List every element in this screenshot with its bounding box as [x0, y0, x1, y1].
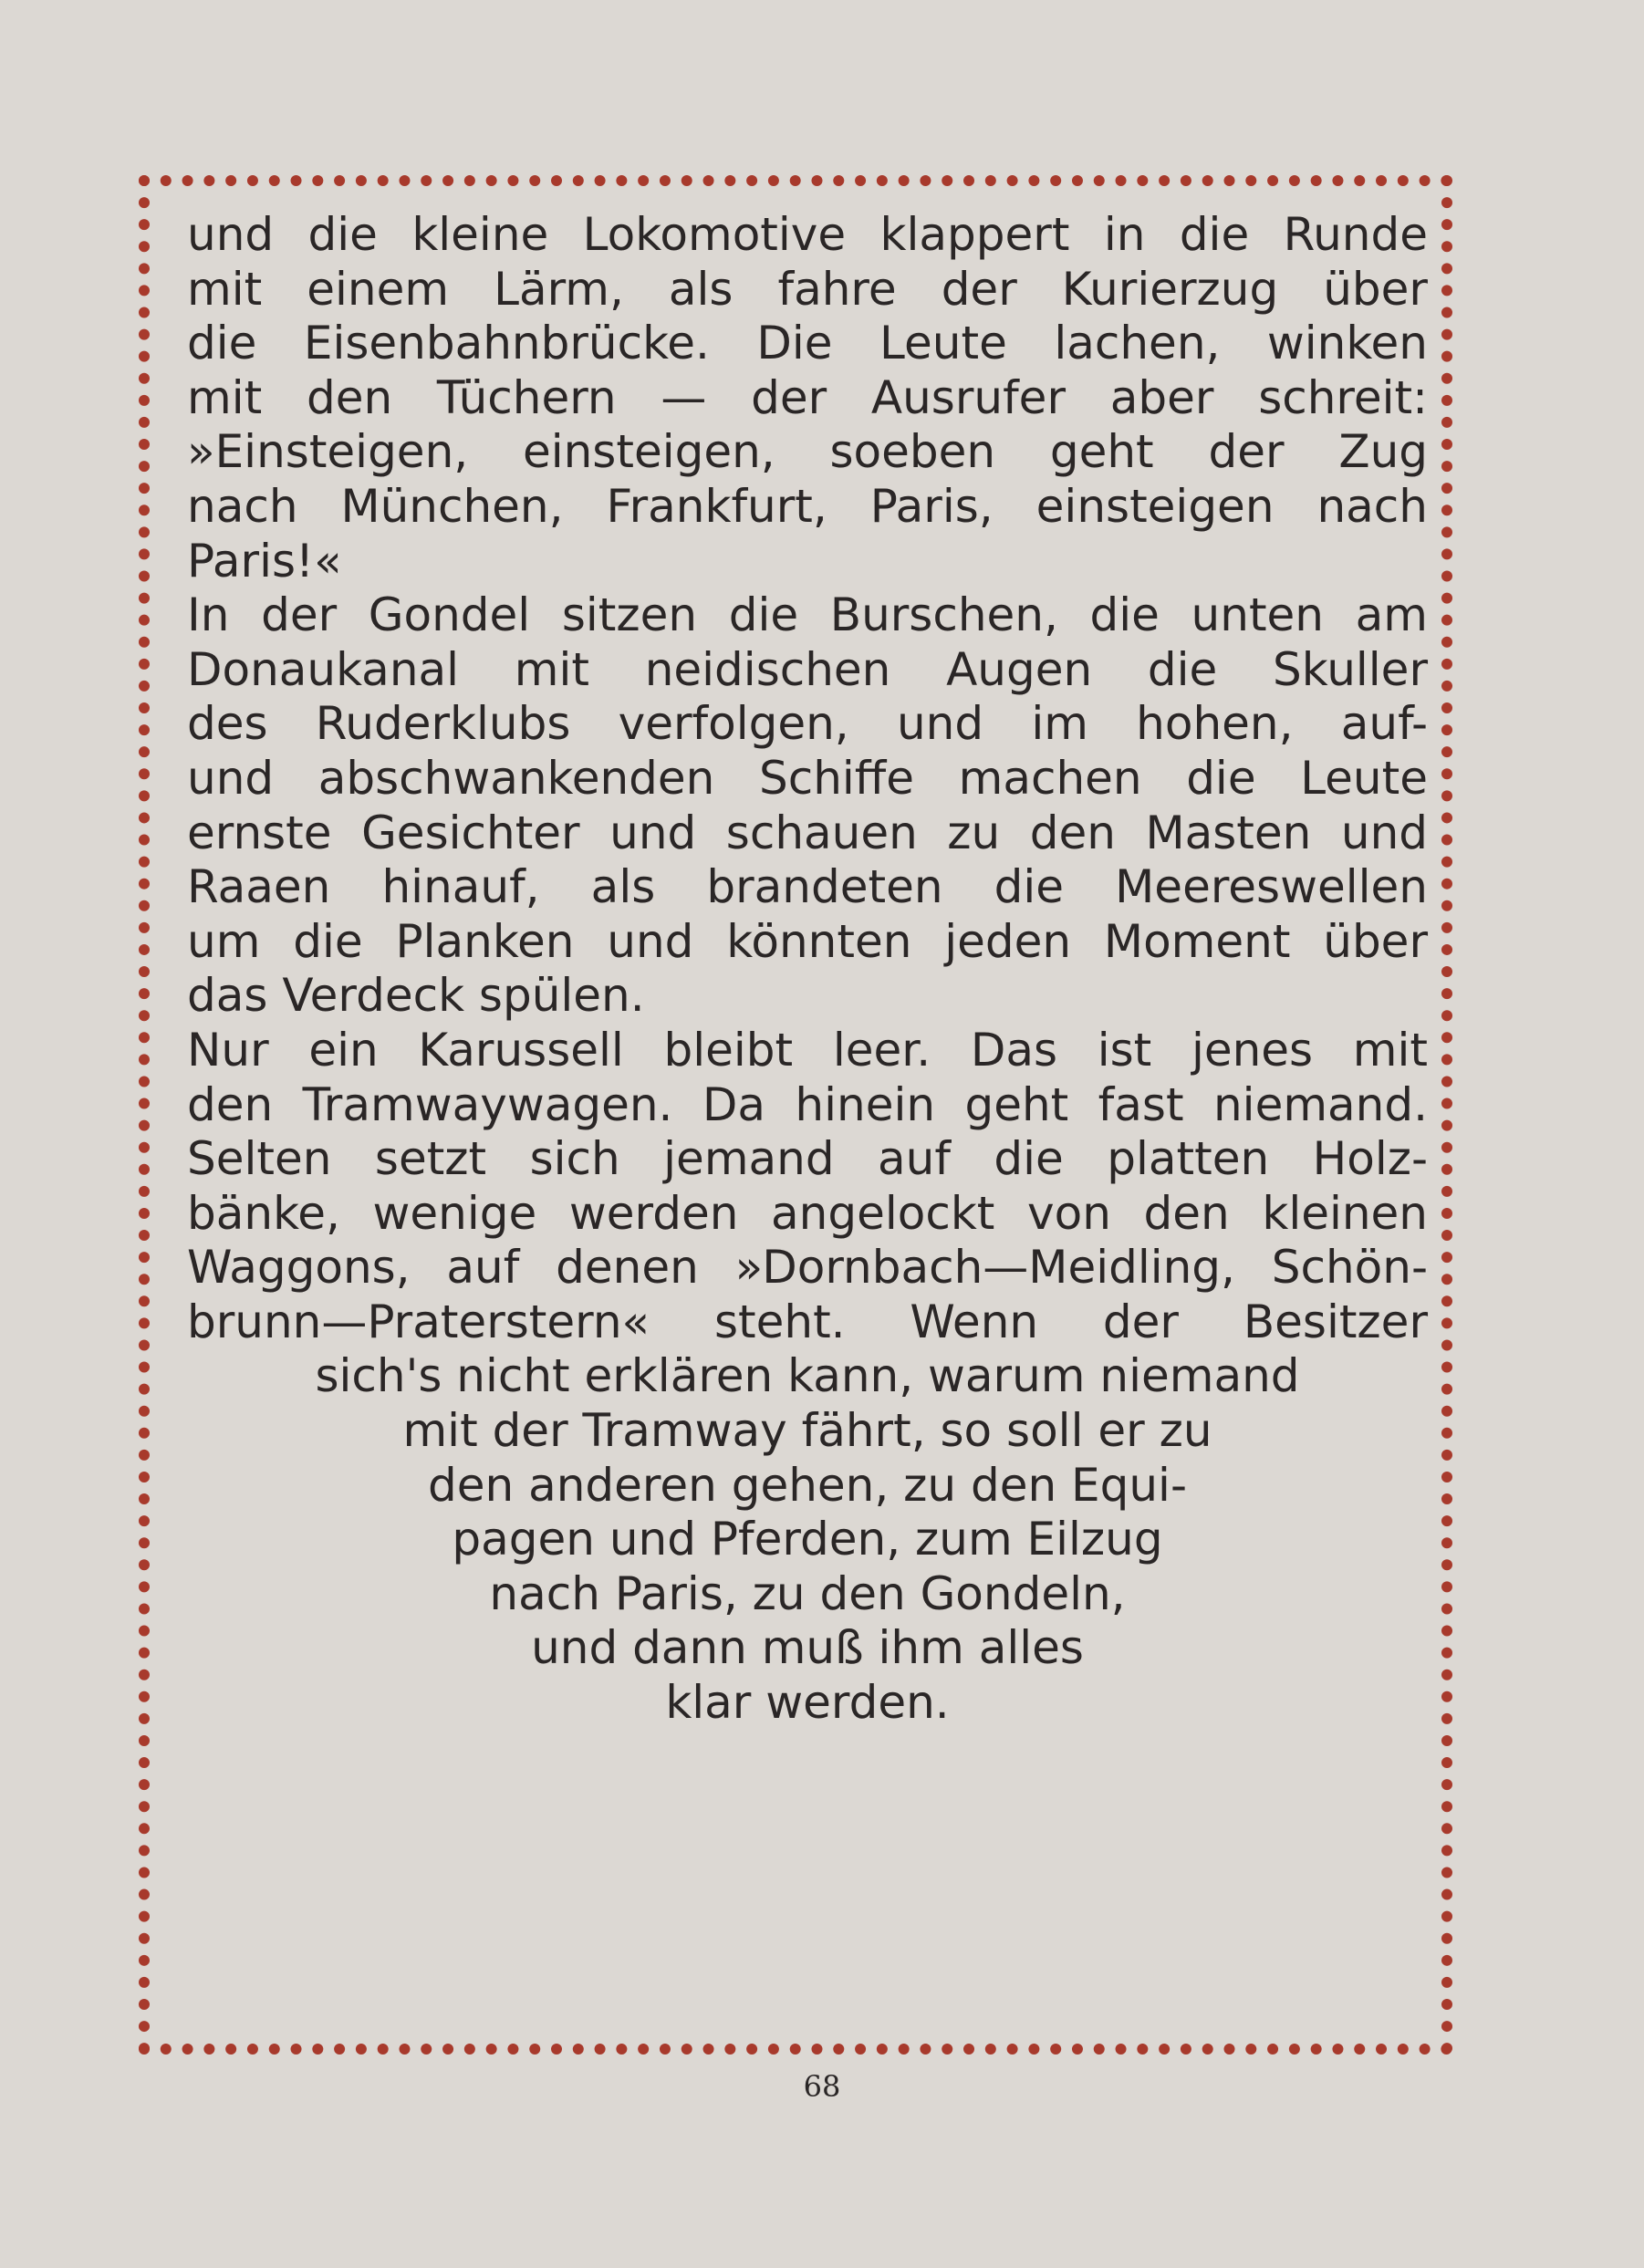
text-line: Selten setzt sich jemand auf die platten Holz- [187, 1132, 1428, 1186]
text-line: des Ruderklubs verfolgen, und im hohen, auf- [187, 697, 1428, 751]
text-line: Paris!« [187, 534, 342, 588]
text-line: klar werden. [665, 1676, 950, 1730]
text-line: die Eisenbahnbrücke. Die Leute lachen, winken [187, 317, 1428, 370]
text-line: und abschwankenden Schiffe machen die Leute [187, 751, 1428, 805]
text-line: und dann muß ihm alles [531, 1621, 1084, 1675]
text-line: Waggons, auf denen »Dornbach—Meidling, Schön- [187, 1241, 1428, 1295]
body-text [187, 208, 1428, 1731]
text-line: »Einsteigen, einsteigen, soeben geht der Zug [187, 425, 1428, 479]
text-line: ernste Gesichter und schauen zu den Masten und [187, 806, 1428, 859]
text-line: den Tramwaywagen. Da hinein geht fast niemand. [187, 1077, 1428, 1131]
text-line: pagen und Pferden, zum Eilzug [452, 1513, 1163, 1566]
page-number: 68 [803, 2069, 841, 2104]
text-line: und die kleine Lokomotive klappert in die Runde [187, 208, 1428, 261]
text-line: mit den Tüchern — der Ausrufer aber schreit: [187, 370, 1428, 424]
text-line: um die Planken und könnten jeden Moment über [187, 914, 1428, 968]
text-line: Donaukanal mit neidischen Augen die Skuller [187, 642, 1428, 696]
text-line: nach Paris, zu den Gondeln, [489, 1566, 1126, 1620]
text-line: brunn—Praterstern« steht. Wenn der Besitzer [187, 1295, 1428, 1348]
text-line: sich's nicht erklären kann, warum niemand [315, 1349, 1300, 1403]
text-line: In der Gondel sitzen die Burschen, die unten am [187, 588, 1428, 642]
text-line: mit der Tramway fährt, so soll er zu [402, 1404, 1212, 1458]
text-line: Raaen hinauf, als brandeten die Meereswellen [187, 860, 1428, 914]
text-line: bänke, wenige werden angelockt von den kleinen [187, 1186, 1428, 1240]
text-line: nach München, Frankfurt, Paris, einsteigen nach [187, 479, 1428, 533]
text-line: das Verdeck spülen. [187, 969, 645, 1023]
text-line: den anderen gehen, zu den Equi- [427, 1458, 1187, 1512]
text-line: Nur ein Karussell bleibt leer. Das ist jenes mit [187, 1023, 1428, 1077]
text-line: mit einem Lärm, als fahre der Kurierzug über [187, 262, 1428, 316]
